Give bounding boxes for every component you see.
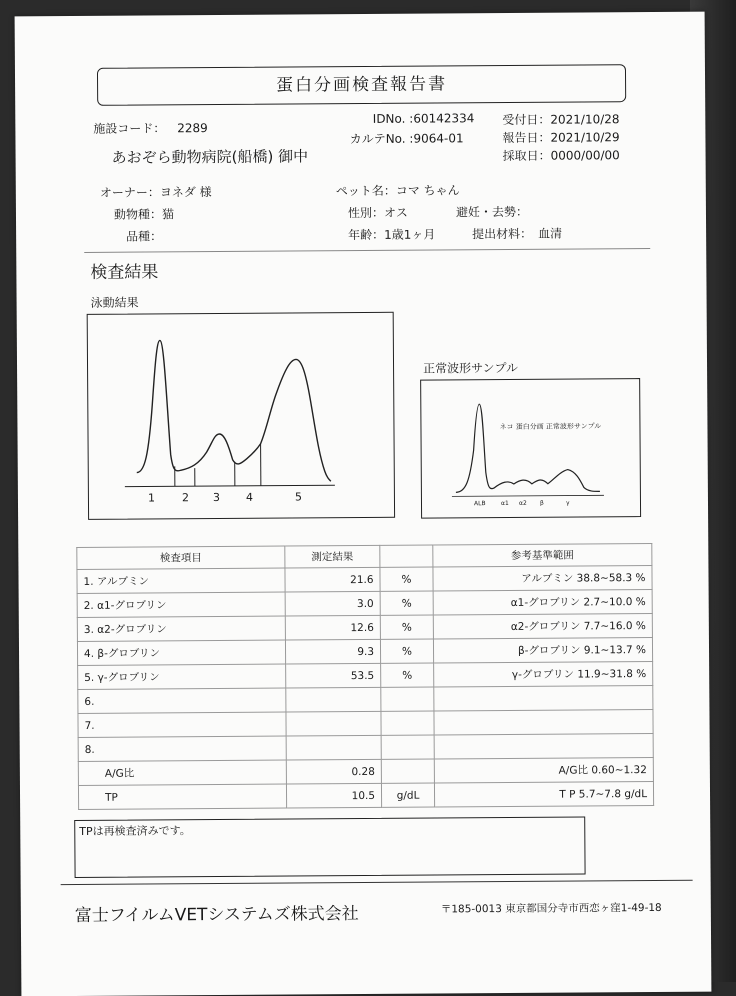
row-reference: β-グロブリン 9.1~13.7 % bbox=[433, 637, 652, 663]
species bbox=[114, 205, 174, 222]
electro-label: 泳動結果 bbox=[91, 294, 139, 311]
row-item: TP bbox=[78, 784, 286, 809]
normal-fraction-label: ALB bbox=[474, 500, 486, 507]
row-unit: % bbox=[380, 639, 433, 663]
row-value: 9.3 bbox=[285, 639, 380, 664]
fraction-label: 1 bbox=[148, 491, 155, 504]
row-value: 12.6 bbox=[285, 615, 380, 640]
normal-fraction-label: α2 bbox=[519, 500, 527, 507]
breed-label: 品種： bbox=[126, 229, 162, 243]
received-date-label: 受付日： bbox=[502, 113, 550, 127]
row-value: 3.0 bbox=[285, 591, 380, 616]
header-value: 測定結果 bbox=[285, 545, 380, 568]
age-label: 年齢： bbox=[348, 228, 384, 242]
normal-sample-graph bbox=[420, 378, 641, 519]
material bbox=[472, 225, 562, 243]
pet-name-label: ペット名： bbox=[336, 184, 396, 198]
comment-text: TPは再検査済みです。 bbox=[79, 822, 191, 839]
species-value: 猫 bbox=[162, 207, 174, 221]
row-value: 10.5 bbox=[286, 783, 381, 808]
received-date-value: 2021/10/28 bbox=[550, 112, 619, 126]
pet-name bbox=[336, 181, 460, 199]
karte-number-value: 9064-01 bbox=[413, 131, 463, 145]
neuter-label: 避妊・去勢： bbox=[456, 205, 528, 220]
table-row bbox=[78, 781, 653, 809]
comment-box bbox=[74, 816, 585, 878]
id-number bbox=[353, 111, 474, 126]
row-unit: % bbox=[381, 663, 434, 687]
pet-name-value: コマ ちゃん bbox=[396, 183, 460, 197]
owner-value: ヨネダ 様 bbox=[160, 185, 212, 199]
row-value: 0.28 bbox=[286, 759, 381, 784]
company-name: 富士フイルムVETシステムズ株式会社 bbox=[75, 899, 359, 926]
normal-sample-label: 正常波形サンプル bbox=[423, 359, 518, 377]
row-reference: A/G比 0.60~1.32 bbox=[434, 757, 653, 783]
row-item: A/G比 bbox=[78, 760, 286, 785]
row-unit bbox=[381, 735, 434, 759]
report-date bbox=[502, 128, 619, 146]
report-title: 蛋白分画検査報告書 bbox=[97, 64, 626, 106]
sex bbox=[348, 204, 408, 221]
report-date-value: 2021/10/29 bbox=[550, 130, 619, 144]
sex-value: オス bbox=[384, 206, 408, 220]
row-value: 53.5 bbox=[286, 663, 381, 688]
section-title: 検査結果 bbox=[90, 257, 158, 282]
row-unit bbox=[381, 759, 434, 783]
header-reference: 参考基準範囲 bbox=[433, 543, 652, 567]
age bbox=[348, 225, 435, 243]
row-reference: T P 5.7~7.8 g/dL bbox=[434, 781, 653, 807]
owner-label: オーナー： bbox=[100, 185, 160, 199]
footer-divider bbox=[61, 880, 693, 885]
fraction-label: 3 bbox=[213, 491, 220, 504]
species-label: 動物種： bbox=[114, 207, 162, 221]
row-item: 5. γ-グロブリン bbox=[78, 664, 286, 689]
company-address: 〒185-0013 東京都国分寺市西恋ヶ窪1-49-18 bbox=[441, 900, 662, 917]
report-paper bbox=[15, 12, 712, 996]
facility-code bbox=[93, 119, 208, 137]
karte-number-label: カルテNo. : bbox=[337, 130, 413, 148]
row-reference bbox=[434, 709, 653, 735]
received-date bbox=[502, 110, 619, 128]
row-unit: % bbox=[380, 591, 433, 615]
row-item: 1. アルブミン bbox=[77, 568, 285, 593]
row-unit: % bbox=[380, 615, 433, 639]
facility-code-value: 2289 bbox=[177, 121, 208, 135]
electrophoresis-graph bbox=[87, 312, 395, 520]
header-unit bbox=[380, 545, 433, 567]
row-unit bbox=[381, 711, 434, 735]
row-item: 3. α2-グロブリン bbox=[77, 616, 285, 641]
row-value bbox=[286, 687, 381, 712]
owner bbox=[100, 183, 212, 201]
row-reference: α1-グロブリン 2.7~10.0 % bbox=[433, 589, 652, 615]
age-value: 1歳1ヶ月 bbox=[384, 227, 435, 241]
row-unit: g/dL bbox=[381, 783, 434, 807]
row-item: 6. bbox=[78, 688, 286, 713]
breed bbox=[126, 227, 162, 244]
fraction-label: 2 bbox=[182, 491, 189, 504]
facility-code-label: 施設コード： bbox=[93, 121, 165, 136]
sex-label: 性別： bbox=[348, 206, 384, 220]
row-reference bbox=[434, 733, 653, 759]
row-unit: % bbox=[380, 567, 433, 591]
fraction-label: 4 bbox=[246, 491, 253, 504]
row-item: 4. β-グロブリン bbox=[77, 640, 285, 665]
row-reference: α2-グロブリン 7.7~16.0 % bbox=[433, 613, 652, 639]
row-reference bbox=[434, 685, 653, 711]
collected-date bbox=[503, 146, 620, 164]
normal-fraction-label: α1 bbox=[501, 500, 509, 507]
row-reference: γ-グロブリン 11.9~31.8 % bbox=[434, 661, 653, 687]
row-reference: アルブミン 38.8~58.3 % bbox=[433, 565, 652, 591]
row-value bbox=[286, 735, 381, 760]
material-value: 血清 bbox=[538, 227, 562, 241]
fraction-label: 5 bbox=[295, 490, 302, 503]
clinic-name: あおぞら動物病院(船橋) 御中 bbox=[111, 145, 308, 167]
row-value: 21.6 bbox=[285, 567, 380, 592]
normal-fraction-label: γ bbox=[566, 500, 570, 507]
results-table bbox=[76, 543, 654, 810]
neuter bbox=[456, 203, 528, 221]
row-item: 7. bbox=[78, 712, 286, 737]
report-date-label: 報告日： bbox=[502, 131, 550, 145]
material-label: 提出材料： bbox=[472, 227, 532, 241]
id-number-label: IDNo. : bbox=[353, 112, 413, 126]
divider bbox=[84, 248, 650, 253]
header-item: 検査項目 bbox=[77, 546, 285, 569]
normal-sample-title: ネコ 蛋白分画 正常波形サンプル bbox=[499, 421, 601, 432]
collected-date-value: 0000/00/00 bbox=[551, 148, 620, 162]
karte-number bbox=[337, 129, 463, 147]
normal-fraction-label: β bbox=[540, 500, 544, 507]
row-unit bbox=[381, 687, 434, 711]
electrophoresis-curve bbox=[88, 313, 394, 519]
row-item: 2. α1-グロブリン bbox=[77, 592, 285, 617]
id-number-value: 60142334 bbox=[413, 111, 474, 125]
normal-sample-curve bbox=[421, 379, 640, 518]
row-value bbox=[286, 711, 381, 736]
collected-date-label: 採取日： bbox=[503, 149, 551, 163]
row-item: 8. bbox=[78, 736, 286, 761]
